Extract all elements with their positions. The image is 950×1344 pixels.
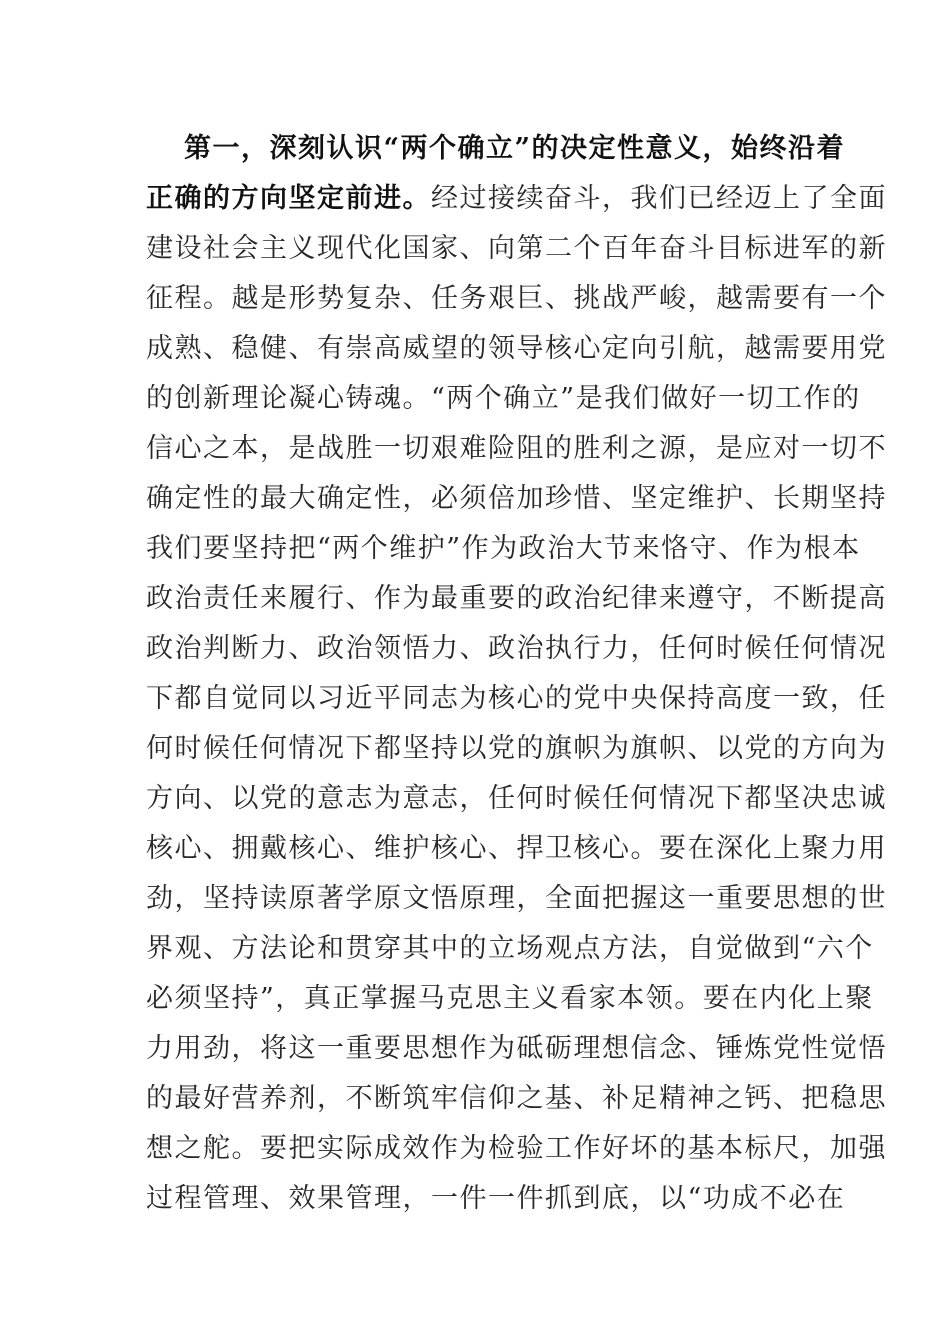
body-text: 确定性的最大确定性，必须倍加珍惜、坚定维护、长期坚持: [146, 483, 887, 514]
text-line: [146, 724, 887, 774]
text-line: [146, 674, 887, 724]
text-line: [146, 524, 861, 574]
text-line: [146, 924, 874, 974]
body-text: 想之舵。要把实际成效作为检验工作好坏的基本标尺，加强: [146, 1133, 887, 1164]
text-line: [146, 1074, 887, 1124]
text-line: [146, 824, 887, 874]
text-line: [146, 224, 887, 274]
text-line: [146, 274, 887, 324]
body-text: 建设社会主义现代化国家、向第二个百年奋斗目标进军的新: [146, 233, 887, 264]
body-text: 我们要坚持把“两个维护”作为政治大节来恪守、作为根本: [146, 533, 861, 564]
text-line: [146, 1174, 846, 1224]
text-line: [146, 1024, 887, 1074]
body-text: 核心、拥戴核心、维护核心、捍卫核心。要在深化上聚力用: [146, 833, 887, 864]
text-line: [146, 1124, 887, 1174]
text-line: [146, 124, 846, 174]
text-line: [146, 324, 887, 374]
body-paragraph: [146, 124, 887, 1224]
body-text: 必须坚持”，真正掌握马克思主义看家本领。要在内化上聚: [146, 983, 874, 1014]
text-line: [146, 624, 887, 674]
text-line: [146, 974, 874, 1024]
body-text: 过程管理、效果管理，一件一件抓到底，以“功成不必在: [146, 1183, 846, 1214]
body-text: 方向、以党的意志为意志，任何时候任何情况下都坚决忠诚: [146, 783, 887, 814]
text-line: [146, 574, 887, 624]
body-text: 界观、方法论和贯穿其中的立场观点方法，自觉做到“六个: [146, 933, 874, 964]
body-text: 信心之本，是战胜一切艰难险阻的胜利之源，是应对一切不: [146, 433, 887, 464]
body-text: 力用劲，将这一重要思想作为砥砺理想信念、锤炼党性觉悟: [146, 1033, 887, 1064]
text-line: [146, 424, 887, 474]
text-line: [146, 374, 861, 424]
body-text: 政治判断力、政治领悟力、政治执行力，任何时候任何情况: [146, 633, 887, 664]
body-text: 的最好营养剂，不断筑牢信仰之基、补足精神之钙、把稳思: [146, 1083, 887, 1114]
body-text: 成熟、稳健、有崇高威望的领导核心定向引航，越需要用党: [146, 333, 887, 364]
body-text: 的创新理论凝心铸魂。“两个确立”是我们做好一切工作的: [146, 383, 861, 414]
body-text: 政治责任来履行、作为最重要的政治纪律来遵守，不断提高: [146, 583, 887, 614]
bold-heading-text: 正确的方向坚定前进。: [146, 183, 431, 214]
body-text: 下都自觉同以习近平同志为核心的党中央保持高度一致，任: [146, 683, 887, 714]
text-line: [146, 474, 887, 524]
body-text: 何时候任何情况下都坚持以党的旗帜为旗帜、以党的方向为: [146, 733, 887, 764]
body-text: 经过接续奋斗，我们已经迈上了全面: [431, 183, 887, 214]
text-line: [146, 874, 887, 924]
bold-heading-text: 第一，深刻认识“两个确立”的决定性意义，始终沿着: [184, 133, 846, 164]
body-text: 劲，坚持读原著学原文悟原理，全面把握这一重要思想的世: [146, 883, 887, 914]
body-text: 征程。越是形势复杂、任务艰巨、挑战严峻，越需要有一个: [146, 283, 887, 314]
text-line: [146, 174, 887, 224]
text-line: [146, 774, 887, 824]
